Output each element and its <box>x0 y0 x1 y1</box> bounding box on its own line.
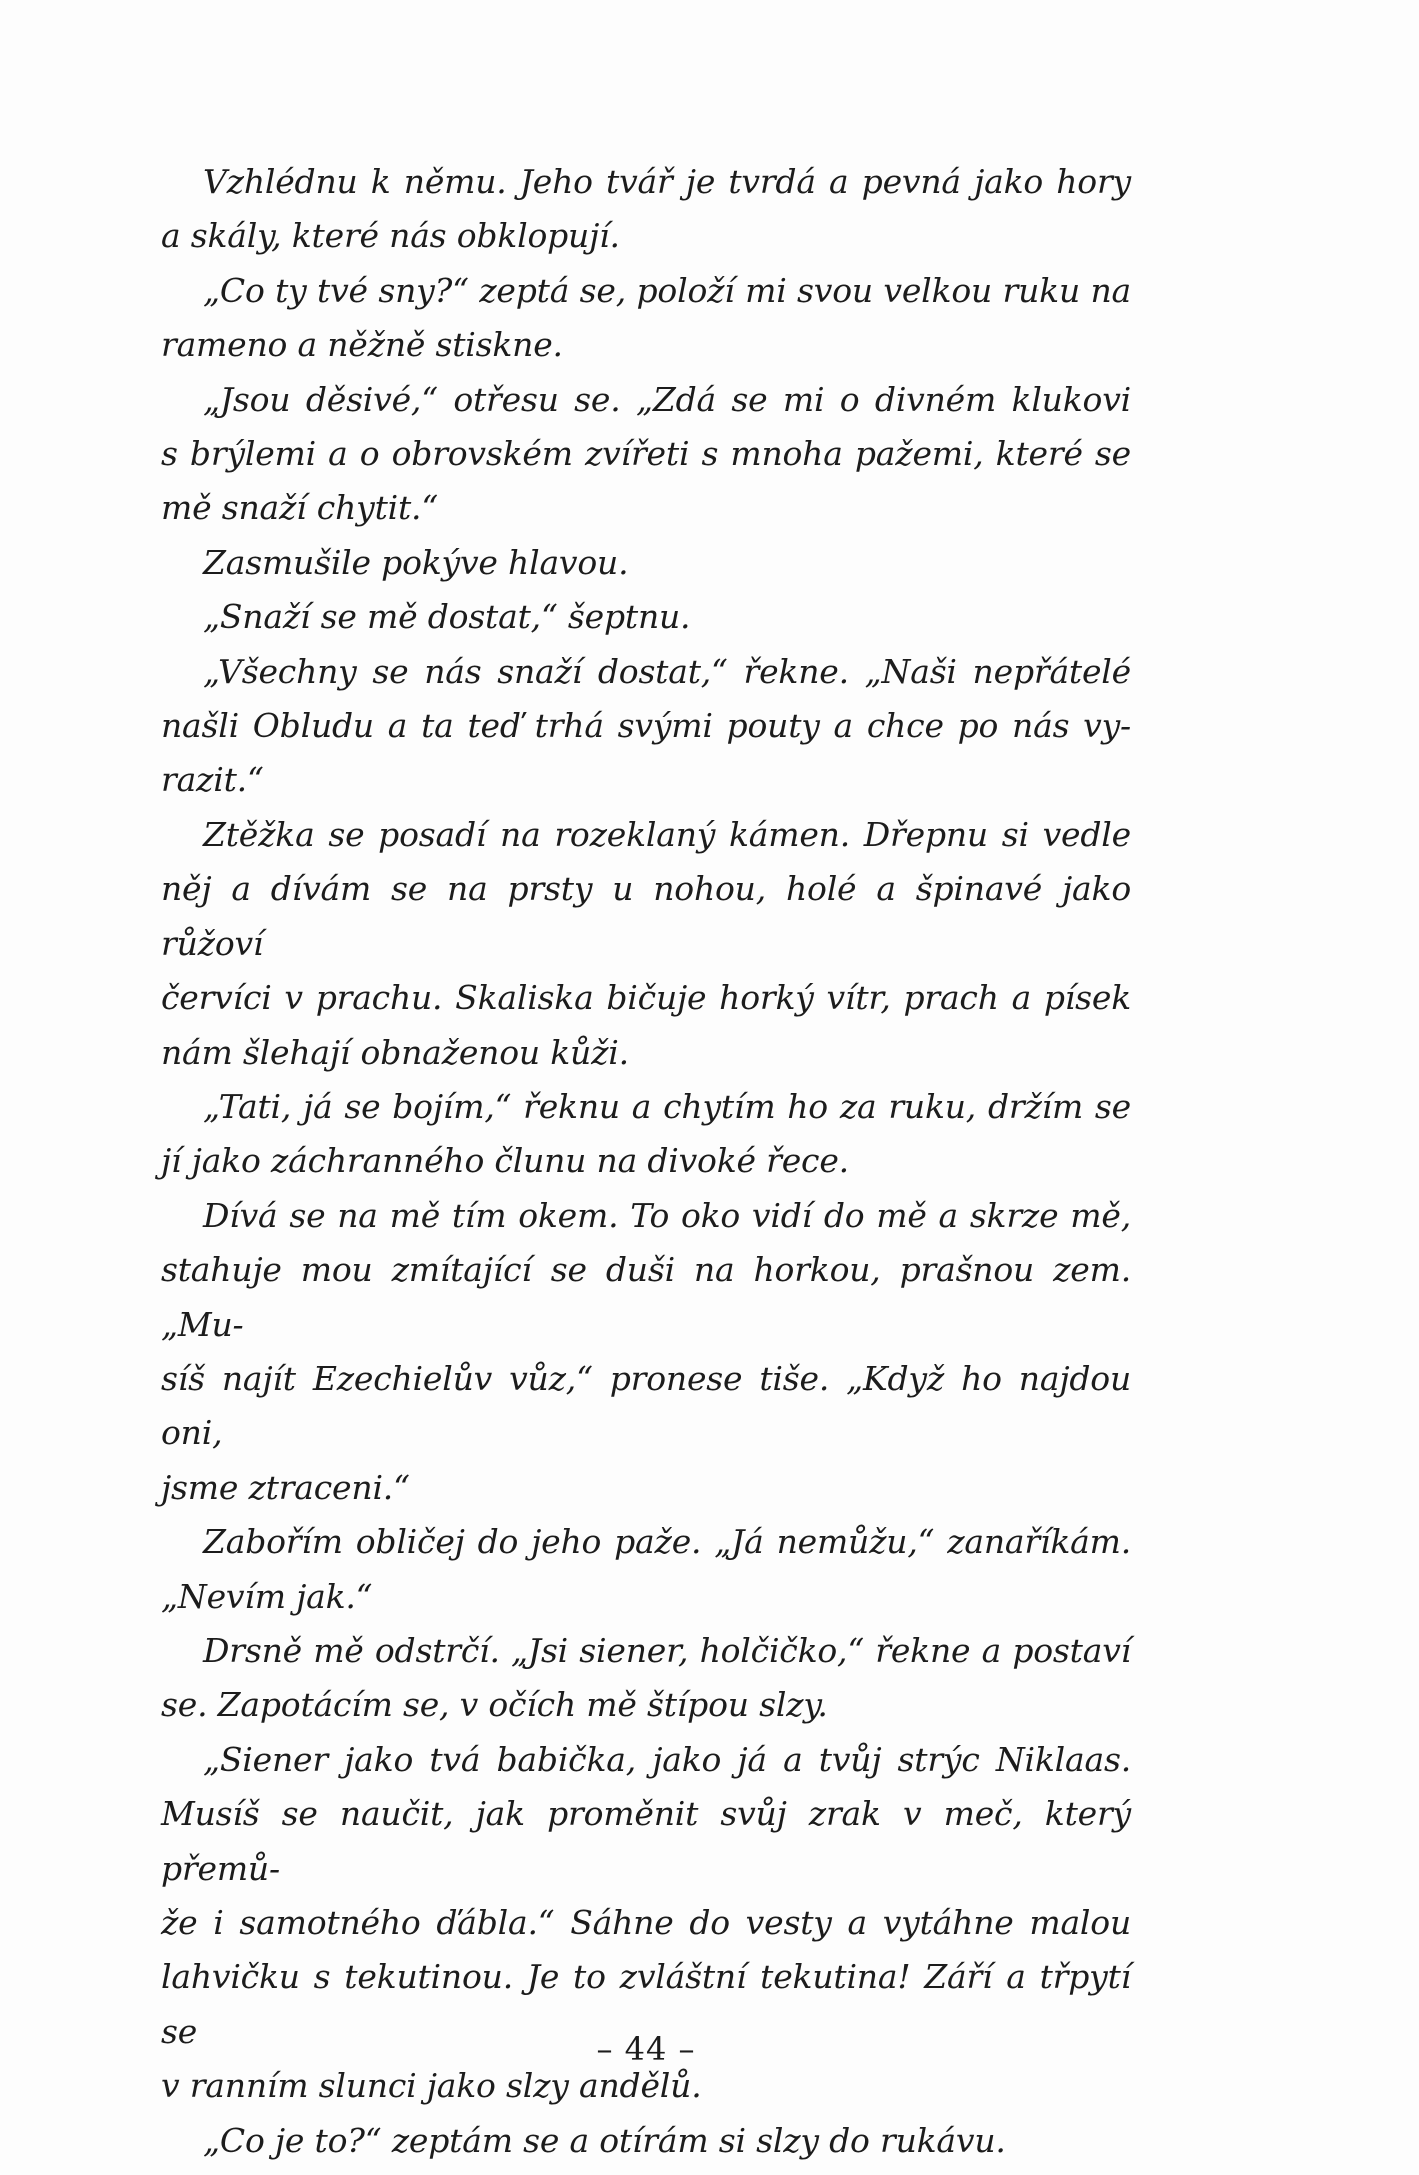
paragraph <box>161 590 1131 644</box>
text-line: s brýlemi a o obrovském zvířeti s mnoha pažemi, které se <box>161 434 1131 474</box>
page-number: – 44 – <box>596 2030 696 2068</box>
text-line: se. Zapotácím se, v očích mě štípou slzy. <box>161 1685 828 1725</box>
text-line: stahuje mou zmítající se duši na horkou, prašnou zem. „Mu- <box>161 1250 1131 1344</box>
text-line: „Snaží se mě dostat,“ šeptnu. <box>203 597 691 637</box>
text-line: Dívá se na mě tím okem. To oko vidí do mě a skrze mě, <box>203 1195 1131 1235</box>
text-line: „Co ty tvé sny?“ zeptá se, položí mi svou velkou ruku na <box>203 270 1131 310</box>
text-line: lahvičku s tekutinou. Je to zvláštní tekutina! Září a třpytí se <box>161 1957 1131 2051</box>
text-line: Vzhlédnu k němu. Jeho tvář je tvrdá a pevná jako hory <box>203 162 1131 201</box>
paragraph <box>161 1080 1131 1189</box>
text-line: v ranním slunci jako slzy andělů. <box>161 2066 702 2106</box>
text-line: „Nevím jak.“ <box>161 1576 373 1616</box>
paragraph <box>161 1189 1131 1515</box>
page-text <box>161 155 1131 2168</box>
text-line: Musíš se naučit, jak proměnit svůj zrak v meč, který přemů- <box>161 1794 1131 1888</box>
paragraph <box>161 536 1131 590</box>
text-line: „Co je to?“ zeptám se a otírám si slzy do rukávu. <box>203 2120 1006 2160</box>
text-line: Ztěžka se posadí na rozeklaný kámen. Dřepnu si vedle <box>203 814 1131 854</box>
text-line: mě snaží chytit.“ <box>161 488 439 528</box>
paragraph <box>161 1515 1131 1624</box>
text-line: Drsně mě odstrčí. „Jsi siener, holčičko,“ řekne a postaví <box>203 1630 1131 1670</box>
paragraph <box>161 808 1131 1080</box>
text-line: „Všechny se nás snaží dostat,“ řekne. „Naši nepřátelé <box>203 651 1131 691</box>
paragraph <box>161 264 1131 373</box>
text-line: a skály, které nás obklopují. <box>161 216 620 256</box>
text-line: „Siener jako tvá babička, jako já a tvůj strýc Niklaas. <box>203 1739 1131 1779</box>
paragraph <box>161 373 1131 536</box>
text-line: Zabořím obličej do jeho paže. „Já nemůžu,“ zanaříkám. <box>203 1522 1131 1562</box>
paragraph <box>161 2114 1131 2168</box>
text-line: rameno a něžně stiskne. <box>161 325 563 365</box>
text-line: síš najít Ezechielův vůz,“ pronese tiše. „Když ho najdou oni, <box>161 1358 1131 1453</box>
text-line: něj a dívám se na prsty u nohou, holé a špinavé jako růžoví <box>161 869 1131 963</box>
text-line: že i samotného ďábla.“ Sáhne do vesty a vytáhne malou <box>161 1903 1131 1942</box>
text-line: jí jako záchranného člunu na divoké řece. <box>161 1141 849 1181</box>
text-line: razit.“ <box>161 760 264 800</box>
text-line: nám šlehají obnaženou kůži. <box>161 1032 629 1072</box>
text-line: „Jsou děsivé,“ otřesu se. „Zdá se mi o divném klukovi <box>203 379 1131 419</box>
paragraph <box>161 645 1131 808</box>
text-line: jsme ztraceni.“ <box>161 1467 410 1507</box>
text-line: červíci v prachu. Skaliska bičuje horký vítr, prach a písek <box>161 978 1131 1018</box>
text-line: Zasmušile pokýve hlavou. <box>203 542 629 582</box>
text-line: našli Obludu a ta teď trhá svými pouty a chce po nás vy- <box>161 706 1131 746</box>
paragraph <box>161 1624 1131 1733</box>
text-line: „Tati, já se bojím,“ řeknu a chytím ho za ruku, držím se <box>203 1086 1131 1126</box>
paragraph <box>161 155 1131 264</box>
